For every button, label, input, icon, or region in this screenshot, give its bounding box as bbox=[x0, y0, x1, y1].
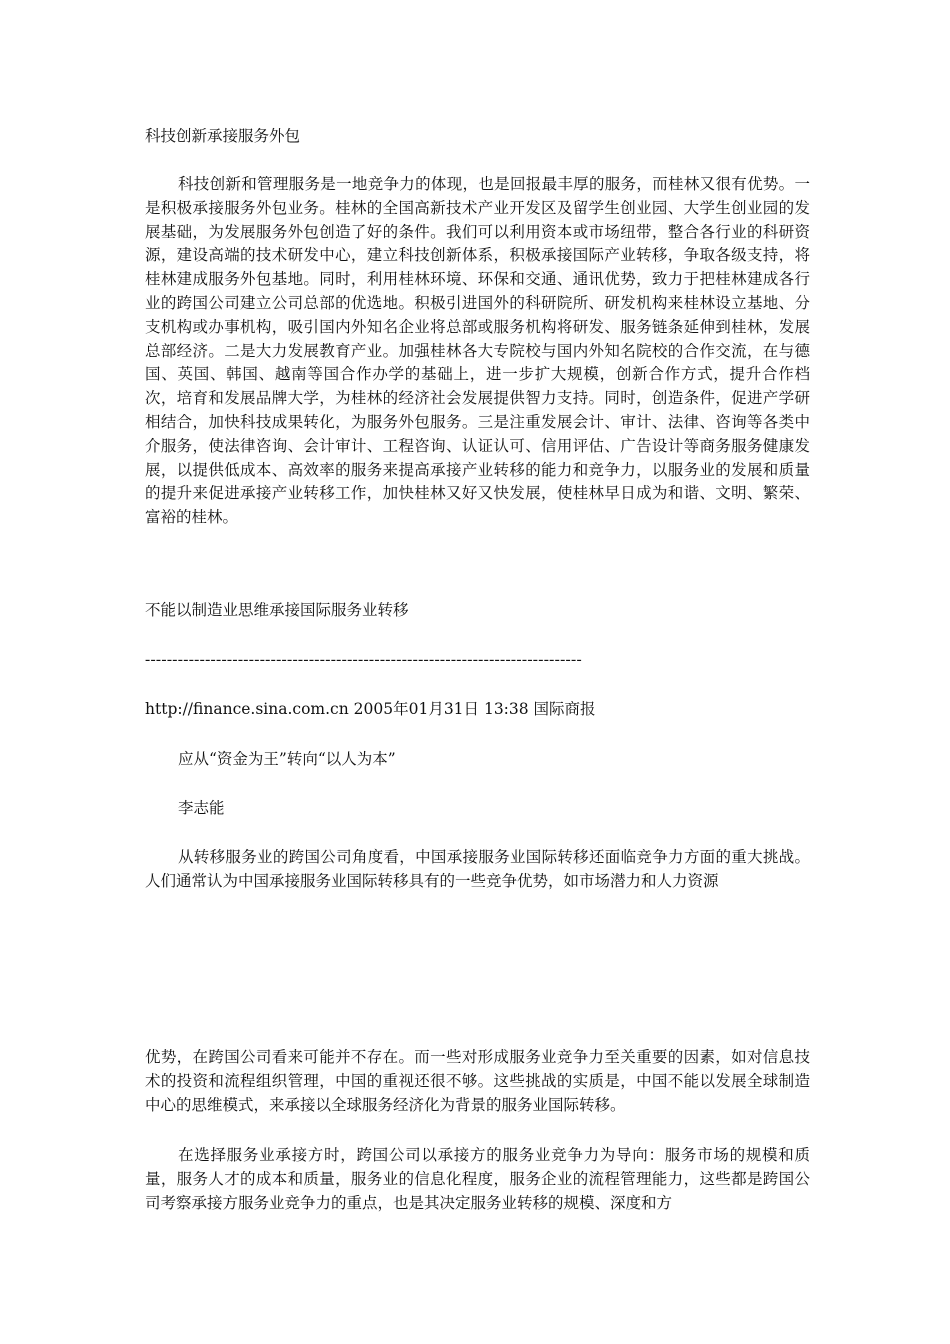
body-paragraph-continued: 优势，在跨国公司看来可能并不存在。而一些对形成服务业竞争力至关重要的因素，如对信息技术的投资和流程组织管理，中国的重视还很不够。这些挑战的实质是，中国不能以发展全球制造中心的思维模式，来承接以全球服务经济化为背景的服务业国际转移。 bbox=[145, 1048, 810, 1114]
author-name: 李志能 bbox=[178, 799, 225, 817]
body-paragraph-selection: 在选择服务业承接方时，跨国公司以承接方的服务业竞争力为导向：服务市场的规模和质量，服务人才的成本和质量，服务业的信息化程度，服务企业的流程管理能力，这些都是跨国公司考察承接方服务业竞争力的重点，也是其决定服务业转移的规模、深度和方 bbox=[145, 1146, 810, 1212]
separator-line: -------------------------------------------------------------------------------- bbox=[145, 651, 582, 668]
source-dateline: http://finance.sina.com.cn 2005年01月31日 13:38 国际商报 bbox=[145, 700, 596, 718]
body-paragraph-tech-innovation: 科技创新和管理服务是一地竞争力的体现，也是回报最丰厚的服务，而桂林又很有优势。一是积极承接服务外包业务。桂林的全国高新技术产业开发区及留学生创业园、大学生创业园的发展基础，为发展服务外包创造了好的条件。我们可以利用资本或市场纽带，整合各行业的科研资源，建设高端的技术研发中心，建立科技创新体系，积极承接国际产业转移，争取各级支持，将桂林建成服务外包基地。同时，利用桂林环境、环保和交通、通讯优势，致力于把桂林建成各行业的跨国公司建立公司总部的优选地。积极引进国外的科研院所、研发机构来桂林设立基地、分支机构或办事机构，吸引国内外知名企业将总部或服务机构将研发、服务链条延伸到桂林，发展总部经济。二是大力发展教育产业。加强桂林各大专院校与国内外知名院校的合作交流，在与德国、英国、韩国、越南等国合作办学的基础上，进一步扩大规模，创新合作方式，提升合作档次，培育和发展品牌大学，为桂林的经济社会发展提供智力支持。同时，创造条件，促进产学研相结合，加快科技成果转化，为服务外包服务。三是注重发展会计、审计、法律、咨询等各类中介服务，使法律咨询、会计审计、工程咨询、认证认可、信用评估、广告设计等商务服务健康发展，以提供低成本、高效率的服务来提高承接产业转移的能力和竞争力，以服务业的发展和质量的提升来促进承接产业转移工作，加快桂林又好又快发展，使桂林早日成为和谐、文明、繁荣、富裕的桂林。 bbox=[145, 175, 810, 527]
article-title: 不能以制造业思维承接国际服务业转移 bbox=[145, 601, 409, 619]
section-heading-tech-innovation: 科技创新承接服务外包 bbox=[145, 127, 301, 145]
body-paragraph-intro: 从转移服务业的跨国公司角度看，中国承接服务业国际转移还面临竞争力方面的重大挑战。人们通常认为中国承接服务业国际转移具有的一些竞争优势，如市场潜力和人力资源 bbox=[145, 848, 810, 890]
article-subtitle: 应从“资金为王”转向“以人为本” bbox=[178, 750, 396, 768]
